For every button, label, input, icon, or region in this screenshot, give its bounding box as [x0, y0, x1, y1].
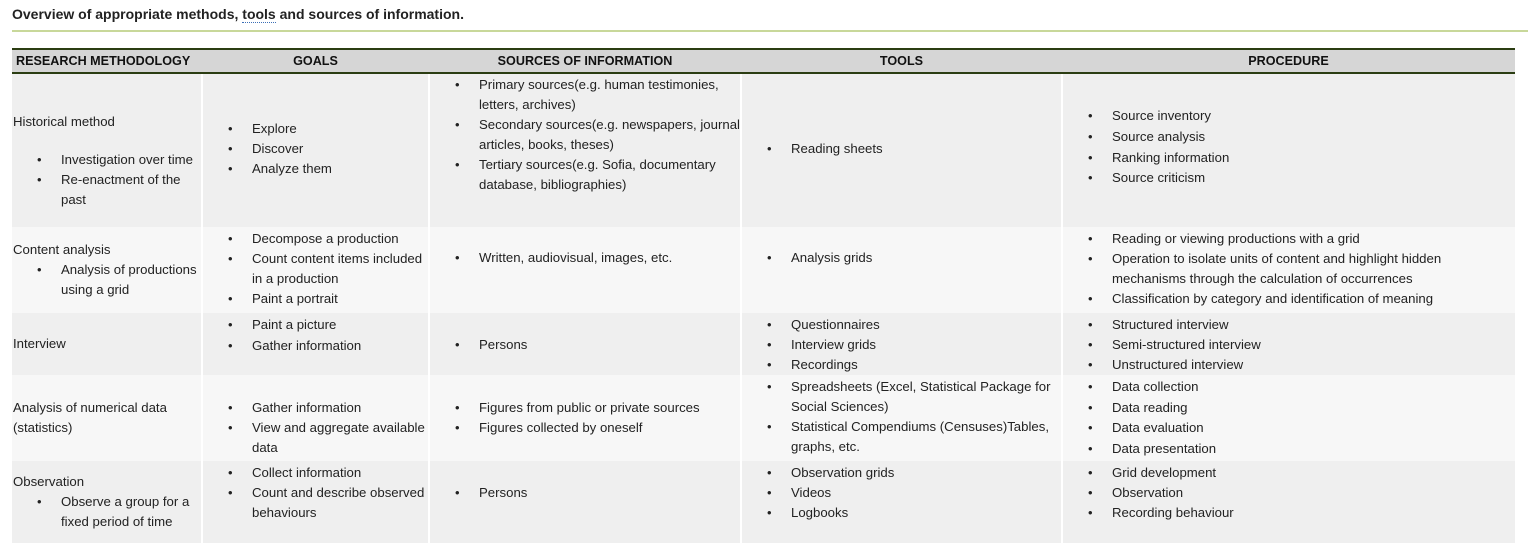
list-item: • Operation to isolate units of content and highlight hidden mechanisms through the calculation of occurrences	[1112, 249, 1515, 289]
tools-list	[743, 377, 1061, 457]
list-item: • Secondary sources(e.g. newspapers, journal articles, books, theses)	[479, 115, 740, 155]
header-row	[12, 49, 1515, 73]
list-item: • Analyze them	[252, 159, 428, 179]
tools-list	[743, 463, 1061, 523]
list-item: • Observation	[1112, 483, 1515, 503]
procedure-cell	[1062, 375, 1515, 461]
list-item: • Figures collected by oneself	[479, 418, 740, 438]
list-item: • Primary sources(e.g. human testimonies, letters, archives)	[479, 75, 740, 115]
list-item: • Paint a portrait	[252, 289, 428, 309]
tools-cell	[741, 375, 1062, 461]
tools-list	[743, 315, 1061, 375]
list-item: • Data reading	[1112, 398, 1515, 419]
list-item: • Structured interview	[1112, 315, 1515, 335]
list-item: • Questionnaires	[791, 315, 1061, 335]
list-item: • Persons	[479, 483, 740, 503]
sources-cell	[429, 461, 741, 543]
list-item: • Classification by category and identification of meaning	[1112, 289, 1515, 309]
tools-cell	[741, 73, 1062, 227]
tools-list	[743, 248, 1061, 268]
procedure-cell	[1062, 227, 1515, 313]
goals-list	[204, 229, 428, 309]
title-before: Overview of appropriate methods,	[12, 6, 243, 22]
list-item: • Figures from public or private sources	[479, 398, 740, 418]
tools-cell	[741, 313, 1062, 375]
table-row-historical	[12, 73, 1515, 227]
list-item: • View and aggregate available data	[252, 418, 428, 458]
list-item: • Analysis of productions using a grid	[61, 260, 201, 300]
method-name: Historical method	[13, 113, 115, 129]
list-item: • Recording behaviour	[1112, 503, 1515, 523]
table-row-observation	[12, 461, 1515, 543]
list-item: • Data evaluation	[1112, 418, 1515, 439]
list-item: • Observe a group for a fixed period of time	[61, 492, 201, 532]
list-item: • Gather information	[252, 336, 428, 357]
procedure-cell	[1062, 313, 1515, 375]
title-after: and sources of information.	[275, 6, 464, 22]
header-methodology: RESEARCH METHODOLOGY	[12, 49, 202, 73]
list-item: • Reading or viewing productions with a grid	[1112, 229, 1515, 249]
tools-list	[743, 139, 1061, 159]
list-item: • Tertiary sources(e.g. Sofia, documentary database, bibliographies)	[479, 155, 740, 195]
header-goals: GOALS	[202, 49, 429, 73]
sources-list	[431, 75, 740, 195]
page-title	[12, 6, 464, 22]
list-item: • Re-enactment of the past	[61, 170, 201, 210]
method-name: Observation	[13, 474, 85, 489]
sources-list	[431, 398, 740, 438]
sources-cell	[429, 227, 741, 313]
table-row-content-analysis	[12, 227, 1515, 313]
list-item: • Data presentation	[1112, 439, 1515, 460]
list-item: • Semi-structured interview	[1112, 335, 1515, 355]
goals-cell	[202, 227, 429, 313]
procedure-cell	[1062, 73, 1515, 227]
list-item: • Written, audiovisual, images, etc.	[479, 248, 740, 268]
list-item: • Source analysis	[1112, 127, 1515, 148]
method-name: Analysis of numerical data (statistics)	[13, 400, 167, 435]
list-item: • Reading sheets	[791, 139, 1061, 159]
method-cell	[12, 461, 202, 543]
list-item: • Grid development	[1112, 463, 1515, 483]
sources-list	[431, 335, 740, 355]
list-item: • Decompose a production	[252, 229, 428, 249]
list-item: • Spreadsheets (Excel, Statistical Package for Social Sciences)	[791, 377, 1061, 417]
method-list	[13, 260, 201, 300]
sources-cell	[429, 375, 741, 461]
sources-list	[431, 483, 740, 503]
table-row-interview	[12, 313, 1515, 375]
list-item: • Statistical Compendiums (Censuses)Tables, graphs, etc.	[791, 417, 1061, 457]
method-cell	[12, 313, 202, 375]
list-item: • Observation grids	[791, 463, 1061, 483]
method-name: Content analysis	[13, 242, 111, 257]
procedure-list	[1064, 463, 1515, 523]
goals-cell	[202, 73, 429, 227]
method-cell	[12, 375, 202, 461]
tools-cell	[741, 461, 1062, 543]
sources-list	[431, 248, 740, 268]
goals-list	[204, 119, 428, 179]
list-item: • Investigation over time	[61, 150, 201, 170]
list-item: • Collect information	[252, 463, 428, 483]
list-item: • Videos	[791, 483, 1061, 503]
list-item: • Explore	[252, 119, 428, 139]
list-item: • Analysis grids	[791, 248, 1061, 268]
procedure-list	[1064, 315, 1515, 375]
procedure-cell	[1062, 461, 1515, 543]
procedure-list	[1064, 229, 1515, 309]
method-cell	[12, 73, 202, 227]
list-item: • Paint a picture	[252, 315, 428, 336]
table-row-numerical-data	[12, 375, 1515, 461]
sources-cell	[429, 73, 741, 227]
list-item: • Source criticism	[1112, 168, 1515, 189]
header-procedure: PROCEDURE	[1062, 49, 1515, 73]
goals-list	[204, 315, 428, 356]
procedure-list	[1064, 377, 1515, 459]
list-item: • Count and describe observed behaviours	[252, 483, 428, 523]
method-cell	[12, 227, 202, 313]
goals-list	[204, 398, 428, 458]
list-item: • Data collection	[1112, 377, 1515, 398]
list-item: • Logbooks	[791, 503, 1061, 523]
sources-cell	[429, 313, 741, 375]
goals-cell	[202, 461, 429, 543]
list-item: • Ranking information	[1112, 148, 1515, 169]
tools-cell	[741, 227, 1062, 313]
list-item: • Recordings	[791, 355, 1061, 375]
header-tools: TOOLS	[741, 49, 1062, 73]
list-item: • Source inventory	[1112, 106, 1515, 127]
list-item: • Gather information	[252, 398, 428, 418]
title-bar	[12, 0, 1528, 32]
header-sources: SOURCES OF INFORMATION	[429, 49, 741, 73]
list-item: • Interview grids	[791, 335, 1061, 355]
list-item: • Discover	[252, 139, 428, 159]
list-item: • Count content items included in a production	[252, 249, 428, 289]
method-name: Interview	[13, 336, 66, 351]
goals-cell	[202, 313, 429, 375]
list-item: • Unstructured interview	[1112, 355, 1515, 375]
title-dotted-word: tools	[242, 6, 276, 22]
goals-list	[204, 463, 428, 523]
list-item: • Persons	[479, 335, 740, 355]
goals-cell	[202, 375, 429, 461]
procedure-list	[1064, 106, 1515, 189]
methods-table	[12, 48, 1515, 543]
method-list	[13, 492, 201, 532]
method-list	[13, 150, 201, 210]
